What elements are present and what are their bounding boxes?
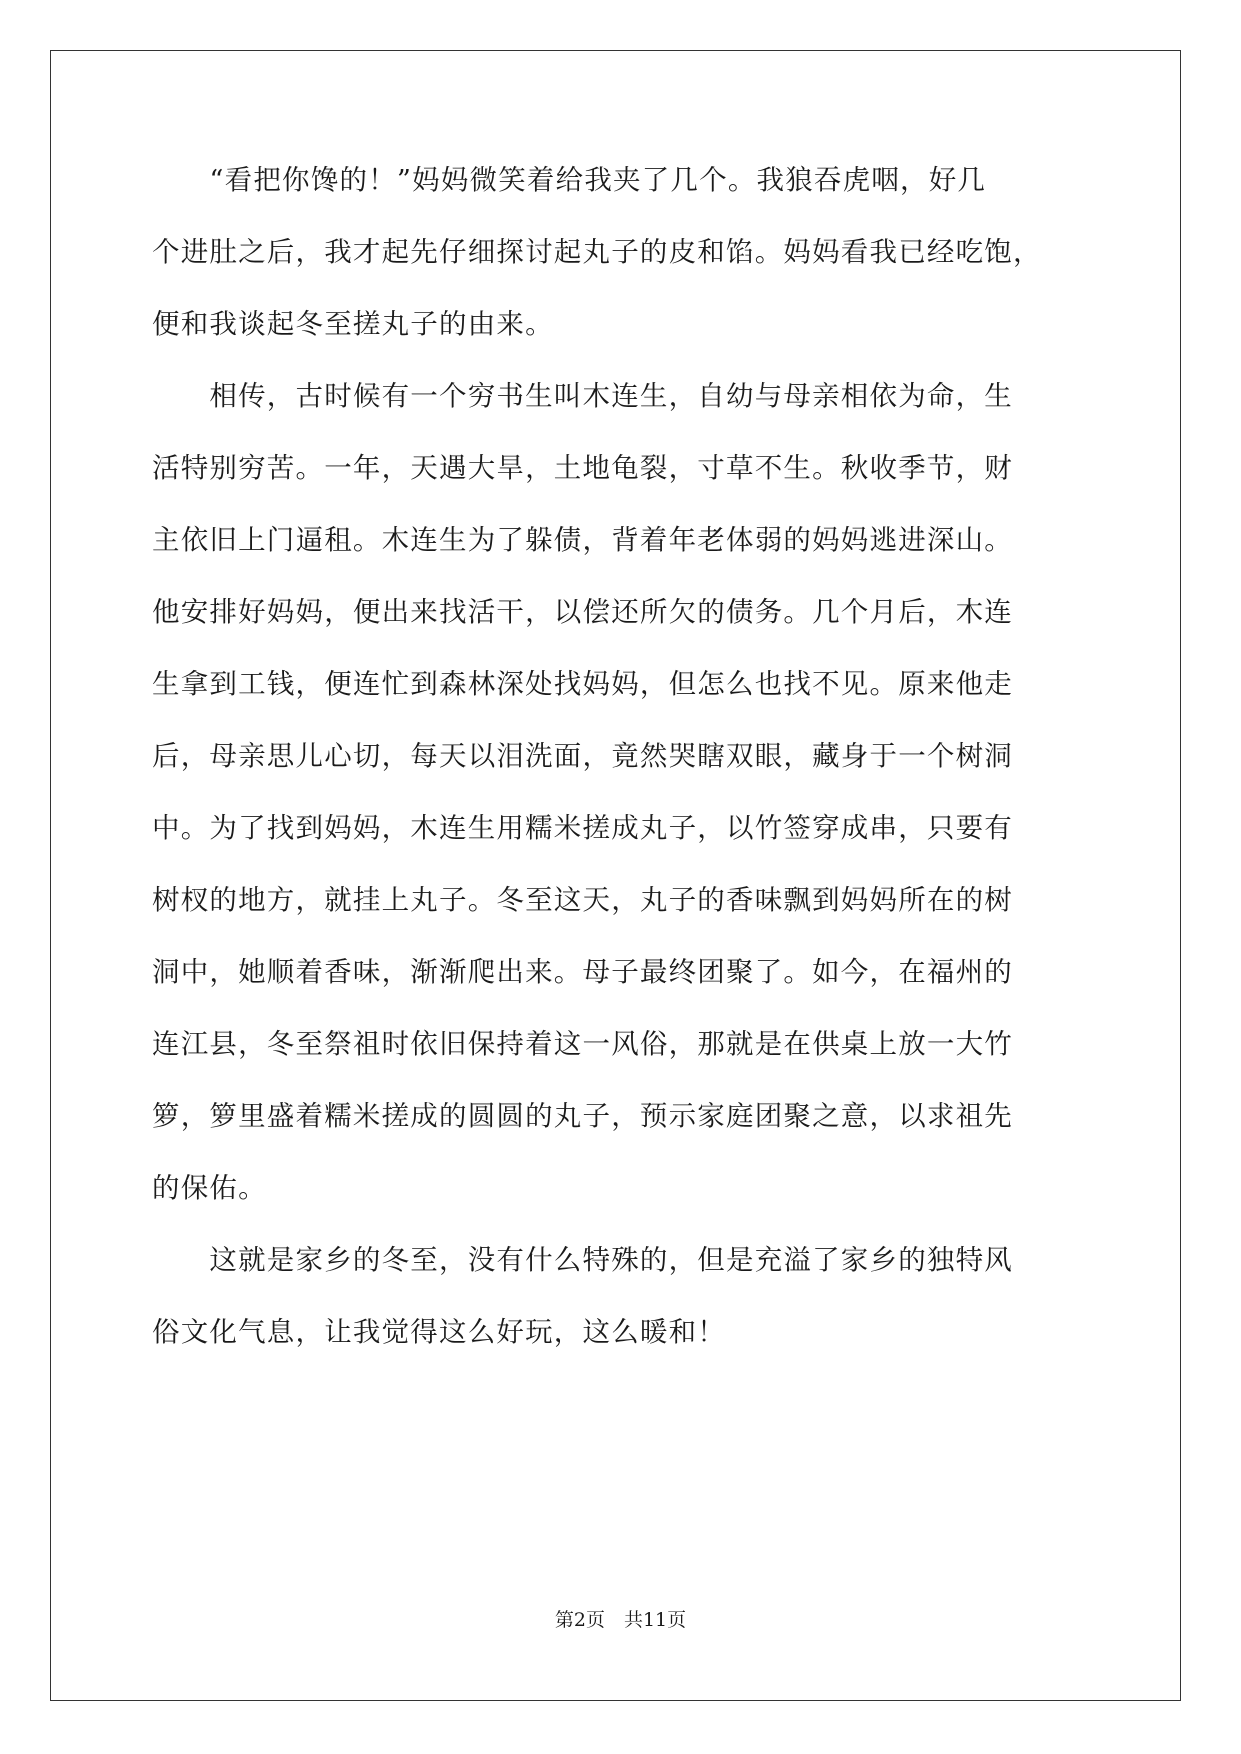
- text-line: 生拿到工钱，便连忙到森林深处找妈妈，但怎么也找不见。原来他走: [152, 668, 1013, 700]
- text-line: 连江县，冬至祭祖时依旧保持着这一风俗，那就是在供桌上放一大竹: [152, 1028, 1013, 1060]
- text-line: “看把你馋的！”妈妈微笑着给我夹了几个。我狼吞虎咽，好几: [152, 164, 987, 196]
- text-line: 活特别穷苦。一年，天遇大旱，土地龟裂，寸草不生。秋收季节，财: [152, 452, 1013, 484]
- text-line: 的保佑。: [152, 1172, 267, 1204]
- page-border: [50, 50, 1181, 1701]
- text-line: 中。为了找到妈妈，木连生用糯米搓成丸子，以竹签穿成串，只要有: [152, 812, 1013, 844]
- text-line: 箩，箩里盛着糯米搓成的圆圆的丸子，预示家庭团聚之意，以求祖先: [152, 1100, 1013, 1132]
- text-line: 相传，古时候有一个穷书生叫木连生，自幼与母亲相依为命，生: [152, 380, 1013, 412]
- page-number: 第2页 共11页: [554, 1609, 687, 1631]
- text-line: 俗文化气息，让我觉得这么好玩，这么暖和！: [152, 1316, 726, 1348]
- text-line: 这就是家乡的冬至，没有什么特殊的，但是充溢了家乡的独特风: [152, 1244, 1013, 1276]
- text-line: 个进肚之后，我才起先仔细探讨起丸子的皮和馅。妈妈看我已经吃饱，: [152, 236, 1042, 268]
- text-line: 洞中，她顺着香味，渐渐爬出来。母子最终团聚了。如今，在福州的: [152, 956, 1013, 988]
- text-line: 主依旧上门逼租。木连生为了躲债，背着年老体弱的妈妈逃进深山。: [152, 524, 1013, 556]
- text-line: 他安排好妈妈，便出来找活干，以偿还所欠的债务。几个月后，木连: [152, 596, 1013, 628]
- text-line: 后，母亲思儿心切，每天以泪洗面，竟然哭瞎双眼，藏身于一个树洞: [152, 740, 1013, 772]
- text-line: 便和我谈起冬至搓丸子的由来。: [152, 308, 554, 340]
- text-line: 树杈的地方，就挂上丸子。冬至这天，丸子的香味飘到妈妈所在的树: [152, 884, 1013, 916]
